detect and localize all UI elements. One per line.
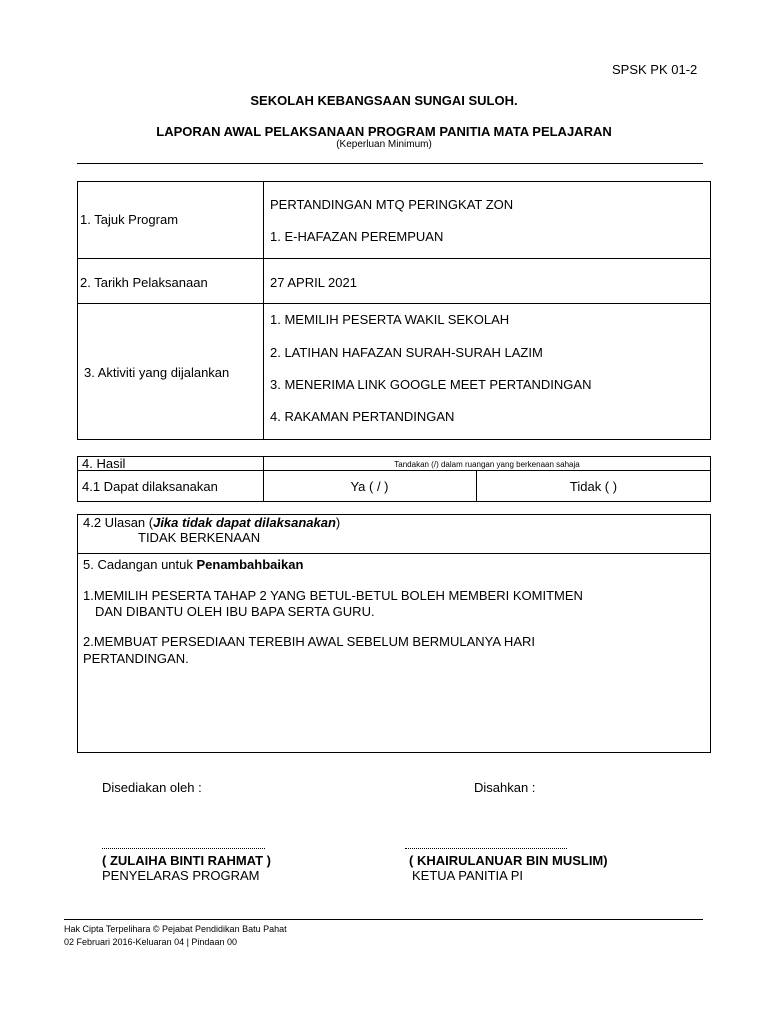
- suggestion-item: 1.MEMILIH PESERTA TAHAP 2 YANG BETUL-BETUL BOLEH MEMBERI KOMITMEN: [83, 588, 583, 603]
- program-title-label: 1. Tajuk Program: [80, 212, 179, 227]
- activity-item: 3. MENERIMA LINK GOOGLE MEET PERTANDINGAN: [270, 377, 592, 392]
- prepared-signature-line: [102, 848, 265, 849]
- approved-by-label: Disahkan :: [474, 780, 536, 795]
- approved-by-name: ( KHAIRULANUAR BIN MUSLIM): [409, 853, 608, 868]
- activity-item: 1. MEMILIH PESERTA WAKIL SEKOLAH: [270, 312, 510, 327]
- suggestion-item-continuation: DAN DIBANTU OLEH IBU BAPA SERTA GURU.: [95, 604, 375, 619]
- header-divider: [77, 163, 703, 164]
- activity-item: 2. LATIHAN HAFAZAN SURAH-SURAH LAZIM: [270, 345, 543, 360]
- document-code: SPSK PK 01-2: [612, 62, 698, 77]
- approved-signature-line: [405, 848, 567, 849]
- report-subtitle: (Keperluan Minimum): [336, 139, 432, 150]
- date-value: 27 APRIL 2021: [270, 275, 357, 290]
- issue-line: 02 Februari 2016-Keluaran 04 | Pindaan 00: [64, 937, 237, 947]
- activities-label: 3. Aktiviti yang dijalankan: [84, 365, 230, 380]
- prepared-by-name: ( ZULAIHA BINTI RAHMAT ): [102, 853, 271, 868]
- result-instruction: Tandakan (/) dalam ruangan yang berkenaan sahaja: [394, 460, 580, 469]
- prepared-by-role: PENYELARAS PROGRAM: [102, 868, 260, 883]
- table-row-divider: [77, 258, 711, 259]
- program-title-line: PERTANDINGAN MTQ PERINGKAT ZON: [270, 197, 514, 212]
- report-title: LAPORAN AWAL PELAKSANAAN PROGRAM PANITIA MATA PELAJARAN: [156, 124, 612, 139]
- remarks-label: 4.2 Ulasan (Jika tidak dapat dilaksanakan): [83, 515, 341, 530]
- program-title-line: 1. E-HAFAZAN PEREMPUAN: [270, 229, 444, 244]
- copyright-line: Hak Cipta Terpelihara © Pejabat Pendidikan Batu Pahat: [64, 924, 287, 934]
- result-row-divider: [77, 470, 711, 471]
- date-label: 2. Tarikh Pelaksanaan: [80, 275, 208, 290]
- prepared-by-label: Disediakan oleh :: [102, 780, 202, 795]
- table-row-divider: [77, 303, 711, 304]
- remarks-divider: [77, 553, 711, 554]
- yes-option: Ya ( / ): [350, 479, 389, 494]
- school-name: SEKOLAH KEBANGSAAN SUNGAI SULOH.: [250, 93, 518, 108]
- table-column-divider: [263, 181, 264, 440]
- no-option: Tidak ( ): [569, 479, 618, 494]
- done-label: 4.1 Dapat dilaksanakan: [82, 479, 218, 494]
- activity-item: 4. RAKAMAN PERTANDINGAN: [270, 409, 455, 424]
- approved-by-role: KETUA PANITIA PI: [412, 868, 524, 883]
- footer-divider: [64, 919, 703, 920]
- suggestions-label: 5. Cadangan untuk Penambahbaikan: [83, 557, 304, 572]
- suggestion-item-continuation: PERTANDINGAN.: [83, 651, 189, 666]
- suggestion-item: 2.MEMBUAT PERSEDIAAN TEREBIH AWAL SEBELUM BERMULANYA HARI: [83, 634, 535, 649]
- result-heading: 4. Hasil: [82, 456, 126, 471]
- remarks-value: TIDAK BERKENAAN: [138, 530, 261, 545]
